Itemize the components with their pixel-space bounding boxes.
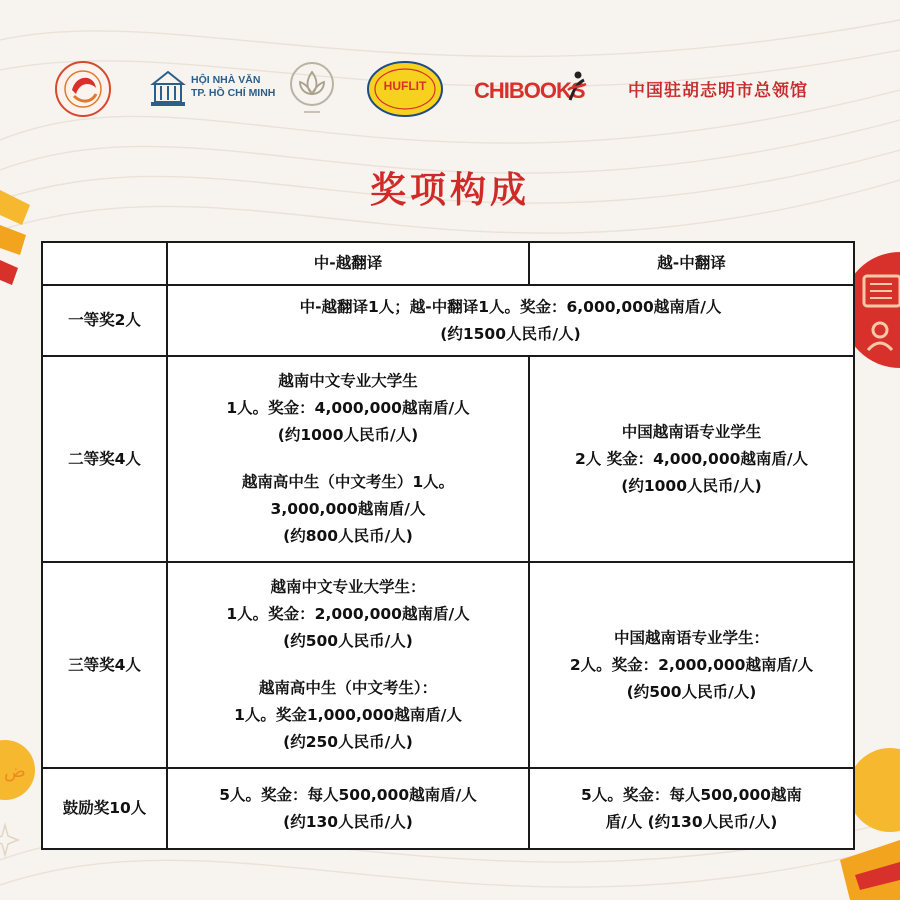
encouragement-prize-vi-zh-cell <box>529 768 854 849</box>
awards-table <box>41 241 855 850</box>
second-prize-university-line: 1人。奖金：4,000,000越南盾/人 <box>226 399 470 417</box>
third-prize-highschool-line: (约250人民币/人) <box>283 733 413 751</box>
third-prize-china-line: (约500人民币/人) <box>626 682 757 701</box>
yellow-circle-decoration-left <box>0 735 40 805</box>
association-circle-logo <box>54 60 112 118</box>
table-row-first-prize <box>42 285 854 356</box>
writers-association-line2: TP. HỒ CHÍ MINH <box>191 87 276 99</box>
first-prize-merged-cell <box>167 285 854 356</box>
second-prize-china-line: 中国越南语专业学生 <box>621 422 762 441</box>
second-prize-china-line: 2人 奖金：4,000,000越南盾/人 <box>574 449 809 468</box>
second-prize-university-line: 越南中文专业大学生 <box>278 372 418 390</box>
second-prize-highschool-line: 越南高中生（中文考生）1人。 <box>241 473 455 491</box>
third-prize-china-line: 2人。奖金：2,000,000越南盾/人 <box>569 655 814 674</box>
table-row-third-prize <box>42 562 854 768</box>
chibooks-logo-text: CHIBOOKS <box>474 78 585 103</box>
huflit-logo-text: HUFLIT <box>383 79 427 93</box>
header-vi-zh-translation: 越-中翻译 <box>529 242 854 285</box>
encouragement-prize-line: 盾/人 (约130人民币/人) <box>605 812 778 831</box>
second-prize-vi-zh-cell <box>529 356 854 562</box>
third-prize-zh-vi-cell <box>167 562 529 768</box>
paragraph-gap <box>174 449 522 469</box>
first-prize-line: 中-越翻译1人；越-中翻译1人。奖金：6,000,000越南盾/人 <box>299 297 722 316</box>
paragraph-gap <box>174 655 522 675</box>
writers-association-line1: HỘI NHÀ VĂN <box>191 74 261 86</box>
second-prize-china-line: (约1000人民币/人) <box>621 476 762 495</box>
lotus-circle-logo <box>288 60 336 116</box>
header-zh-vi-translation: 中-越翻译 <box>167 242 529 285</box>
third-prize-university-line: 1人。奖金：2,000,000越南盾/人 <box>226 605 470 623</box>
svg-text:ض: ض <box>4 761 26 782</box>
third-prize-university-line: (约500人民币/人) <box>283 632 413 650</box>
second-prize-zh-vi-cell <box>167 356 529 562</box>
page-title: 奖项构成 <box>369 169 530 211</box>
partner-logos-bar <box>0 58 900 120</box>
table-row-second-prize <box>42 356 854 562</box>
encouragement-prize-line: (约130人民币/人) <box>283 812 413 831</box>
chibooks-figure-icon <box>566 70 588 104</box>
first-prize-line: (约1500人民币/人) <box>440 324 581 343</box>
table-row-encouragement-prize <box>42 768 854 849</box>
row-label-first-prize: 一等奖2人 <box>42 285 167 356</box>
encouragement-prize-line: 5人。奖金：每人500,000越南 <box>581 785 802 804</box>
encouragement-prize-zh-vi-cell <box>167 768 529 849</box>
table-header-row <box>42 242 854 285</box>
row-label-third-prize: 三等奖4人 <box>42 562 167 768</box>
second-prize-highschool-line: 3,000,000越南盾/人 <box>270 500 426 518</box>
second-prize-university-line: (约1000人民币/人) <box>277 426 419 444</box>
third-prize-university-line: 越南中文专业大学生： <box>270 578 426 596</box>
header-empty-cell <box>42 242 167 285</box>
third-prize-highschool-line: 1人。奖金1,000,000越南盾/人 <box>234 706 462 724</box>
third-prize-vi-zh-cell <box>529 562 854 768</box>
sparkle-decoration <box>0 820 30 860</box>
writers-association-text <box>191 74 276 100</box>
book-icon-decoration-right <box>852 250 900 380</box>
third-prize-china-line: 中国越南语专业学生： <box>613 628 769 647</box>
consulate-name-text: 中国驻胡志明市总领馆 <box>628 81 808 101</box>
third-prize-highschool-line: 越南高中生（中文考生）： <box>258 679 438 697</box>
writers-association-building-icon <box>149 68 187 108</box>
row-label-second-prize: 二等奖4人 <box>42 356 167 562</box>
row-label-encouragement-prize: 鼓励奖10人 <box>42 768 167 849</box>
second-prize-highschool-line: (约800人民币/人) <box>283 527 413 545</box>
encouragement-prize-line: 5人。奖金：每人500,000越南盾/人 <box>219 785 477 804</box>
